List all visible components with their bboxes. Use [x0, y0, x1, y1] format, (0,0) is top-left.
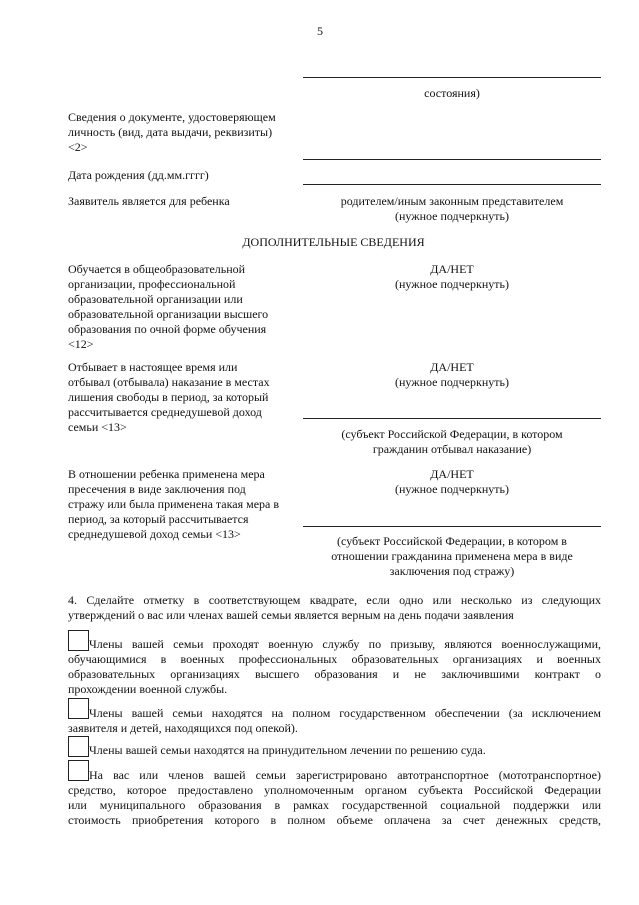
- applicant-label: Заявитель является для ребенка: [68, 194, 230, 208]
- label-line: образования по очной форме обучения: [68, 322, 267, 336]
- applicant-option[interactable]: родителем/иным законным представителем: [340, 194, 564, 208]
- paragraph-line: образовательных организациях высшего образования и не заключившими контракт о: [68, 667, 601, 681]
- label-line: пресечения в виде заключения под: [68, 482, 246, 496]
- label-line: Отбывает в настоящее время или: [68, 360, 238, 374]
- label-line: рассчитывается среднедушевой доход: [68, 405, 262, 419]
- label-line: отбывал (отбывала) наказание в местах: [68, 375, 270, 389]
- vehicle-text: [68, 768, 601, 828]
- top-underline: [303, 77, 601, 78]
- applicant-value: [303, 194, 601, 224]
- label-line: лишения свободы в период, за который: [68, 390, 269, 404]
- compulsory-treatment-text: Члены вашей семьи находятся на принудительном лечении по решению суда.: [89, 743, 486, 757]
- label-line: <12>: [68, 337, 94, 351]
- caption-line: отношении гражданина применена мера в виде: [331, 549, 573, 563]
- label-line: Сведения о документе, удостоверяющем: [68, 110, 276, 124]
- label-line: образовательной организации высшего: [68, 307, 269, 321]
- prison-label: [68, 360, 308, 435]
- paragraph-line: Члены вашей семьи проходят военную службу по призыву, являются военнослужащими,: [89, 637, 601, 651]
- yes-no-option[interactable]: ДА/НЕТ: [430, 262, 474, 276]
- label-line: Обучается в общеобразовательной: [68, 262, 246, 276]
- paragraph-line: средство, которое предоставлено уполномоченным органом субъекта Российской Федерации: [68, 783, 601, 797]
- paragraph-line: Члены вашей семьи находятся на полном государственном обеспечении (за исключением: [89, 706, 601, 720]
- item4-paragraph: [68, 593, 601, 623]
- label-line: период, за который рассчитывается: [68, 512, 249, 526]
- paragraph-line: обучающимися в военных профессиональных образовательных организациях и военных: [68, 652, 601, 666]
- detention-value: [303, 467, 601, 497]
- label-line: семьи <13>: [68, 420, 127, 434]
- paragraph-line: утверждений о вас или членах вашей семьи является верным на день подачи заявления: [68, 608, 514, 622]
- hint-text: (нужное подчеркнуть): [395, 482, 509, 496]
- paragraph-line: или муниципального образования в рамках государственной социальной поддержки или: [68, 798, 601, 812]
- hint-text: (нужное подчеркнуть): [395, 277, 509, 291]
- identity-doc-label: [68, 110, 308, 155]
- paragraph-line: заявителя и детей, находящихся под опекой).: [68, 721, 298, 735]
- label-line: <2>: [68, 140, 88, 154]
- yes-no-option[interactable]: ДА/НЕТ: [430, 360, 474, 374]
- state-support-text: [68, 706, 601, 736]
- paragraph-line: На вас или членов вашей семьи зарегистрировано автотранспортное (мототранспортное): [89, 768, 601, 782]
- hint-text: (нужное подчеркнуть): [395, 209, 509, 223]
- military-service-text: [68, 637, 601, 697]
- label-line: среднедушевой доход семьи <13>: [68, 527, 241, 541]
- yes-no-option[interactable]: ДА/НЕТ: [430, 467, 474, 481]
- birth-date-field[interactable]: [303, 184, 601, 185]
- top-caption: состояния): [424, 86, 480, 100]
- paragraph-line: прохождении военной службы.: [68, 682, 228, 696]
- caption-line: (субъект Российской Федерации, в котором в: [337, 534, 567, 548]
- page-number: 5: [317, 24, 323, 38]
- detention-label: [68, 467, 308, 542]
- label-line: личность (вид, дата выдачи, реквизиты): [68, 125, 273, 139]
- hint-text: (нужное подчеркнуть): [395, 375, 509, 389]
- label-line: образовательной организации или: [68, 292, 243, 306]
- section-heading: ДОПОЛНИТЕЛЬНЫЕ СВЕДЕНИЯ: [242, 235, 425, 249]
- birth-date-label: Дата рождения (дд.мм.гггг): [68, 168, 209, 182]
- caption-line: гражданин отбывал наказание): [372, 442, 532, 456]
- study-value: [303, 262, 601, 292]
- prison-value: [303, 360, 601, 390]
- caption-line: заключения под стражу): [389, 564, 515, 578]
- prison-caption: [303, 427, 601, 457]
- identity-doc-field[interactable]: [303, 159, 601, 160]
- study-label: [68, 262, 308, 352]
- label-line: стражу или была применена такая мера в: [68, 497, 280, 511]
- prison-region-field[interactable]: [303, 418, 601, 419]
- label-line: В отношении ребенка применена мера: [68, 467, 265, 481]
- compulsory-treatment-checkbox[interactable]: [68, 736, 89, 757]
- label-line: организации, профессиональной: [68, 277, 236, 291]
- detention-caption: [303, 534, 601, 579]
- paragraph-line: стоимость приобретения которого в полном объеме оплачена за счет денежных средств,: [68, 813, 601, 827]
- caption-line: (субъект Российской Федерации, в котором: [341, 427, 563, 441]
- paragraph-line: 4. Сделайте отметку в соответствующем квадрате, если одно или несколько из следующих: [68, 593, 601, 607]
- detention-region-field[interactable]: [303, 526, 601, 527]
